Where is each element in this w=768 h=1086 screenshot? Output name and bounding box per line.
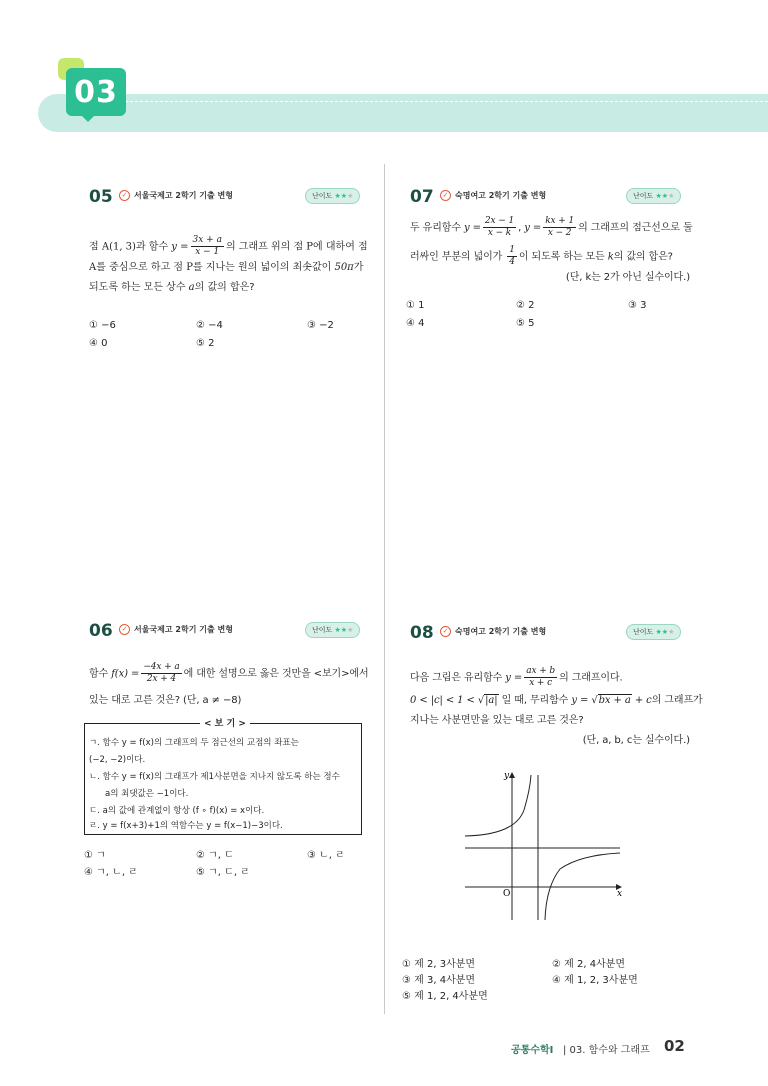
statement-2: ㄴ. 함수 y = f(x)의 그래프가 제1사분면을 지나지 않도록 하는 정수	[89, 772, 340, 782]
header-dashed-line	[120, 101, 768, 102]
difficulty-badge: 난이도 ★★★	[305, 188, 360, 204]
answer-choices	[89, 320, 364, 360]
problem-06	[89, 621, 369, 711]
problem-number: 06	[89, 621, 113, 641]
star-icon: ★★	[334, 626, 348, 634]
condition-note: (단, k는 2가 아닌 실수이다.)	[565, 272, 690, 283]
chapter-badge: 03	[66, 68, 126, 116]
choice-3[interactable]: ③ 3	[628, 300, 647, 311]
choice-5[interactable]: ⑤ 2	[196, 338, 215, 349]
page-number: 02	[664, 1037, 685, 1055]
choice-1[interactable]: ① 제 2, 3사분면	[402, 959, 476, 970]
choice-3[interactable]: ③ −2	[307, 320, 334, 331]
choice-1[interactable]: ① −6	[89, 320, 116, 331]
x-axis-label: x	[617, 889, 623, 899]
condition-note: (단, a, b, c는 실수이다.)	[582, 735, 690, 746]
problem-text: 함수 f(x) = $\frac{-4x + a}{2x + 4}$ 에 대한 설명으로 옳은 것만을 <보기>에서 있는 대로 고른 것은? (단, a ≠ −8)	[89, 662, 369, 706]
problem-text: 다음 그림은 유리함수 y = $\frac{ax + b}{x + c}$ 의 그래프이다. 0 < |c| < 1 < √|a| 일 때, 무리함수 y = √bx + a + c의 그래프가 지나는 사분면만을 있는 대로 고른 것은? (단, a, b, c는 실수이다.)	[410, 666, 690, 751]
problem-source: ✓ 숙명여고 2학기 기출 변형	[440, 190, 546, 201]
answer-choices	[406, 300, 690, 340]
header-band	[38, 94, 768, 132]
check-icon: ✓	[440, 626, 451, 637]
problem-08	[410, 623, 703, 751]
difficulty-badge: 난이도 ★★★	[305, 622, 360, 638]
star-icon: ★★	[334, 192, 348, 200]
star-empty-icon: ★	[347, 192, 354, 200]
fraction: $\frac{3x + a}{x - 1}$	[192, 235, 222, 257]
star-icon: ★★	[655, 192, 669, 200]
problem-07	[406, 187, 693, 340]
choice-3[interactable]: ③ ㄴ, ㄹ	[307, 850, 345, 861]
problem-text: 두 유리함수 y = $\frac{2x - 1}{x - k}$ , y = $\frac{kx + 1}{x - 2}$ 의 그래프의 점근선으로 둘 러싸인 부분의 넓이가 $\frac{1}{4}$ 이 되도록 하는 모든 k의 값의 합은? (단, k는 2가 아닌 실수이다.)	[410, 216, 690, 288]
choice-4[interactable]: ④ 제 1, 2, 3사분면	[552, 975, 638, 986]
chapter-badge-tail	[80, 114, 96, 122]
choice-4[interactable]: ④ ㄱ, ㄴ, ㄹ	[84, 867, 138, 878]
problem-source: ✓ 서울국제고 2학기 기출 변형	[119, 624, 233, 635]
choice-1[interactable]: ① ㄱ	[84, 850, 106, 861]
choice-1[interactable]: ① 1	[406, 300, 425, 311]
problem-number: 07	[410, 187, 434, 207]
bogi-title: < 보 기 >	[200, 716, 250, 729]
difficulty-badge: 난이도 ★★★	[626, 188, 681, 204]
check-icon: ✓	[440, 190, 451, 201]
answer-choices-06	[84, 846, 364, 886]
choice-4[interactable]: ④ 4	[406, 318, 425, 329]
problem-number: 08	[410, 623, 434, 643]
choice-2[interactable]: ② −4	[196, 320, 223, 331]
choice-5[interactable]: ⑤ ㄱ, ㄷ, ㄹ	[196, 867, 250, 878]
curve-left-branch	[465, 775, 531, 836]
star-empty-icon: ★	[668, 192, 675, 200]
choice-5[interactable]: ⑤ 제 1, 2, 4사분면	[402, 991, 488, 1002]
check-icon: ✓	[119, 624, 130, 635]
choice-2[interactable]: ② ㄱ, ㄷ	[196, 850, 234, 861]
statement-4: ㄹ. y = f(x+3)+1의 역함수는 y = f(x−1)−3이다.	[89, 821, 283, 831]
problem-source: ✓ 서울국제고 2학기 기출 변형	[119, 190, 233, 201]
origin-label: O	[503, 889, 511, 899]
star-empty-icon: ★	[347, 626, 354, 634]
star-empty-icon: ★	[668, 628, 675, 636]
choice-2[interactable]: ② 2	[516, 300, 535, 311]
problem-05	[89, 187, 368, 360]
bogi-box	[84, 719, 362, 835]
statement-1: ㄱ. 함수 y = f(x)의 그래프의 두 점근선의 교점의 좌표는	[89, 738, 299, 748]
choice-2[interactable]: ② 제 2, 4사분면	[552, 959, 626, 970]
choice-4[interactable]: ④ 0	[89, 338, 108, 349]
problem-number: 05	[89, 187, 113, 207]
problem-text: 점 A(1, 3)과 함수 y = $\frac{3x + a}{x - 1}$ 의 그래프 위의 점 P에 대하여 점 A를 중심으로 하고 점 P를 지나는 원의 넓이의 최솟값이 50π가 되도록 하는 모든 상수 a의 값의 합은?	[89, 235, 368, 293]
choice-3[interactable]: ③ 제 3, 4사분면	[402, 975, 476, 986]
star-icon: ★★	[655, 628, 669, 636]
check-icon: ✓	[119, 190, 130, 201]
rational-function-graph	[460, 765, 630, 925]
choice-5[interactable]: ⑤ 5	[516, 318, 535, 329]
answer-choices-08	[402, 955, 692, 1011]
footer-chapter: | 03. 함수와 그래프	[563, 1045, 650, 1056]
footer-book-title: 공통수학Ⅰ	[511, 1045, 554, 1056]
statement-2-cont: a의 최댓값은 −1이다.	[105, 789, 189, 799]
problem-source: ✓ 숙명여고 2학기 기출 변형	[440, 626, 546, 637]
y-axis-label: y	[504, 771, 510, 781]
statement-1-cont: (−2, −2)이다.	[89, 755, 146, 765]
statement-3: ㄷ. a의 값에 관계없이 항상 (f ∘ f)(x) = x이다.	[89, 806, 265, 816]
column-divider	[384, 164, 385, 1014]
difficulty-badge: 난이도 ★★★	[626, 624, 681, 640]
